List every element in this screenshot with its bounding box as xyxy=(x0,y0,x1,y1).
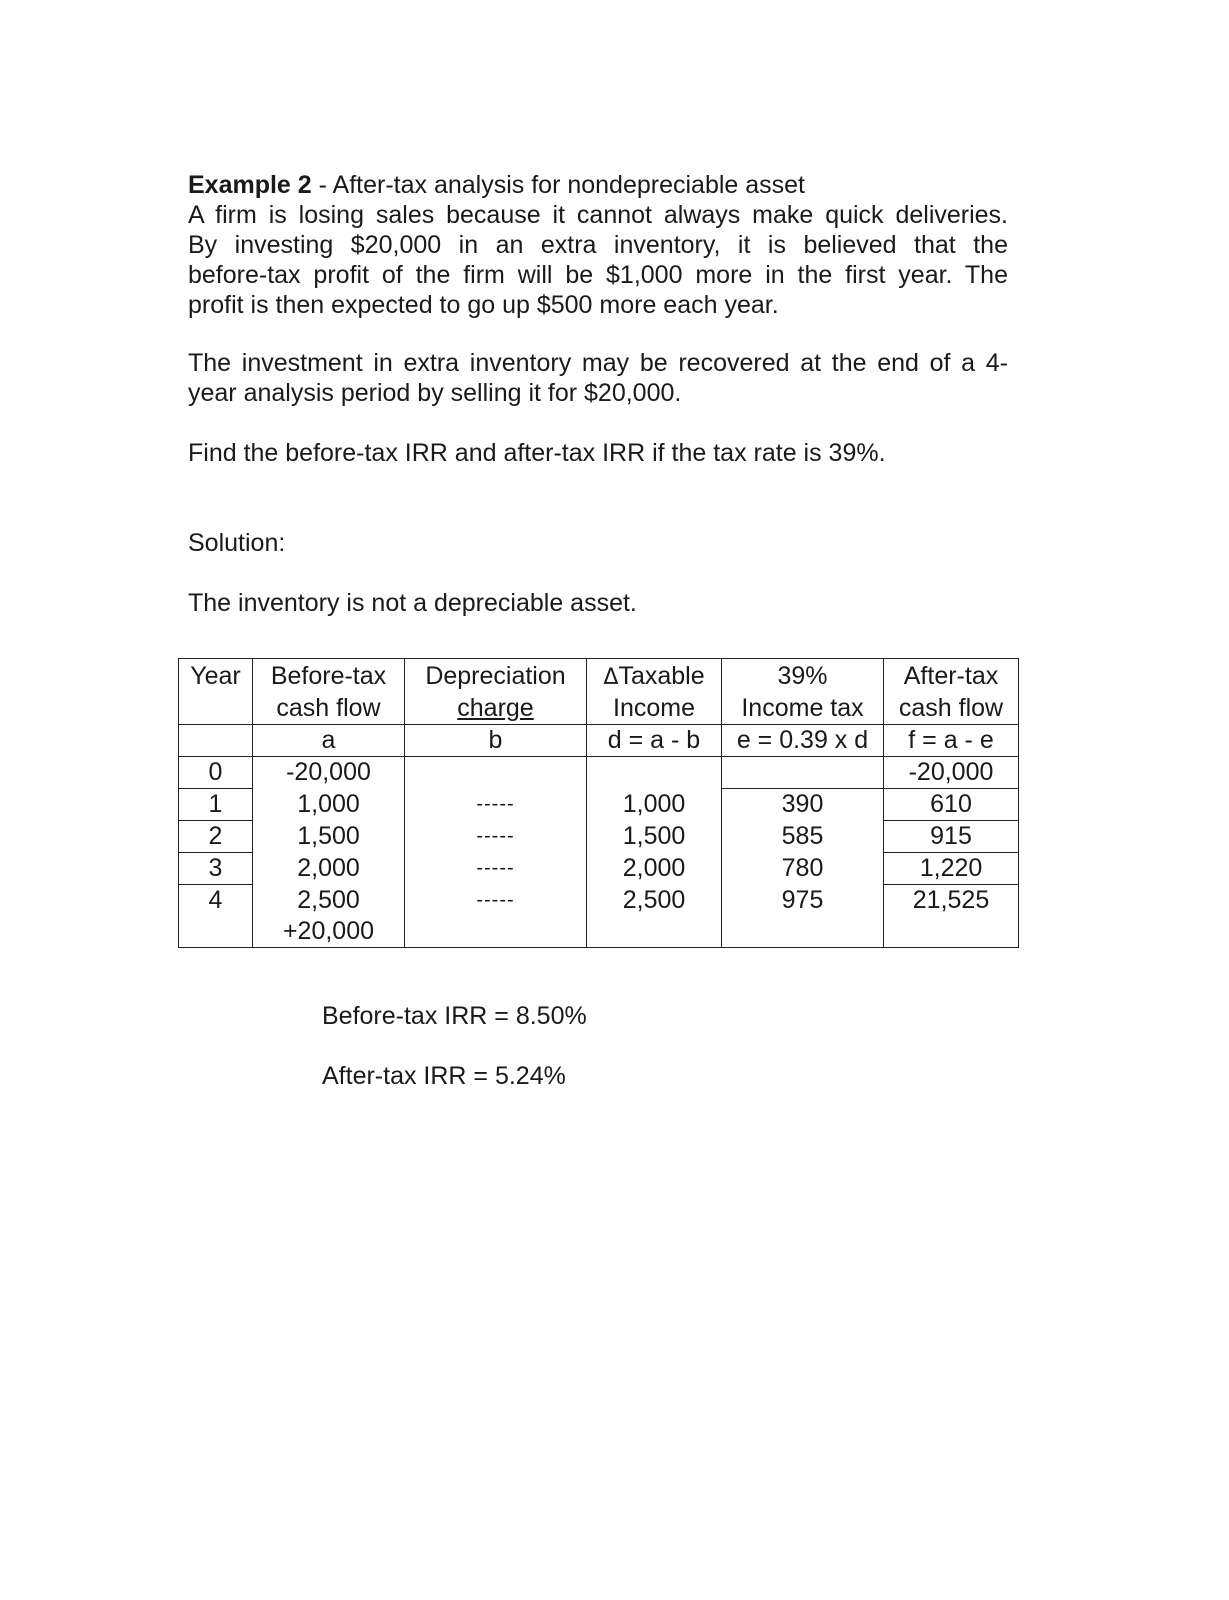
symbol-cell: d = a - b xyxy=(587,725,722,757)
taxable-cell: 2,000 xyxy=(587,853,722,885)
recovery-line: year analysis period by selling it for $20,000. xyxy=(188,379,682,407)
depreciation-cell: ----- xyxy=(405,885,587,948)
example-intro xyxy=(188,170,1008,320)
taxable-cell: 2,500 xyxy=(587,885,722,948)
before-tax-cell: 1,500 xyxy=(253,821,405,853)
depreciation-cell: ----- xyxy=(405,789,587,821)
col-before-tax-header-2: cash flow xyxy=(253,693,405,725)
symbol-row xyxy=(179,725,1019,757)
recovery-paragraph xyxy=(188,348,1008,408)
depreciation-note: The inventory is not a depreciable asset. xyxy=(188,589,637,617)
delta-symbol: Δ xyxy=(603,665,619,690)
taxable-cell: 1,000 xyxy=(587,789,722,821)
income-tax-cell: 390 xyxy=(722,789,884,821)
before-tax-irr: Before-tax IRR = 8.50% xyxy=(322,1002,587,1030)
col-after-tax-header-2: cash flow xyxy=(884,693,1019,725)
year-cell: 0 xyxy=(179,757,253,789)
col-after-tax-header: After-tax xyxy=(884,659,1019,694)
after-tax-cell: 610 xyxy=(884,789,1019,821)
depreciation-charge-label: charge xyxy=(457,694,534,722)
symbol-cell: a xyxy=(253,725,405,757)
before-tax-value: 2,500 xyxy=(297,885,360,914)
income-tax-cell xyxy=(722,757,884,789)
solution-label: Solution: xyxy=(188,529,286,557)
col-taxable-header xyxy=(587,659,722,694)
table-row xyxy=(179,821,1019,853)
depreciation-cell xyxy=(405,757,587,789)
before-tax-cell xyxy=(253,885,405,948)
col-year-header: Year xyxy=(179,659,253,694)
depreciation-cell: ----- xyxy=(405,821,587,853)
depreciation-cell: ----- xyxy=(405,853,587,885)
col-income-tax-header: 39% xyxy=(722,659,884,694)
col-taxable-header-2: Income xyxy=(587,693,722,725)
table-row xyxy=(179,757,1019,789)
table-row xyxy=(179,885,1019,948)
symbol-cell: b xyxy=(405,725,587,757)
body-line: before-tax profit of the firm will be $1,000 more in the first year. The xyxy=(188,261,1008,289)
after-tax-irr: After-tax IRR = 5.24% xyxy=(322,1062,566,1090)
after-tax-cell: -20,000 xyxy=(884,757,1019,789)
body-line: profit is then expected to go up $500 more each year. xyxy=(188,291,779,319)
table-header-row xyxy=(179,659,1019,694)
example-heading xyxy=(188,170,1008,200)
symbol-cell: e = 0.39 x d xyxy=(722,725,884,757)
year-cell: 1 xyxy=(179,789,253,821)
example-title: - After-tax analysis for nondepreciable asset xyxy=(318,171,806,199)
example-label: Example 2 xyxy=(188,171,312,199)
after-tax-cell: 21,525 xyxy=(884,885,1019,948)
symbol-cell xyxy=(179,725,253,757)
before-tax-cell: 1,000 xyxy=(253,789,405,821)
year-cell: 4 xyxy=(179,885,253,948)
year-cell: 2 xyxy=(179,821,253,853)
table-row xyxy=(179,853,1019,885)
after-tax-cell: 1,220 xyxy=(884,853,1019,885)
symbol-cell: f = a - e xyxy=(884,725,1019,757)
income-tax-cell: 975 xyxy=(722,885,884,948)
col-year-header-2 xyxy=(179,693,253,725)
taxable-cell xyxy=(587,757,722,789)
col-depreciation-header-2 xyxy=(405,693,587,725)
table-header-row xyxy=(179,693,1019,725)
income-tax-cell: 780 xyxy=(722,853,884,885)
before-tax-cell: 2,000 xyxy=(253,853,405,885)
col-depreciation-header: Depreciation xyxy=(405,659,587,694)
col-income-tax-header-2: Income tax xyxy=(722,693,884,725)
body-line: A firm is losing sales because it cannot always make quick deliveries. xyxy=(188,201,1008,229)
before-tax-cell: -20,000 xyxy=(253,757,405,789)
table-row xyxy=(179,789,1019,821)
body-line: By investing $20,000 in an extra inventory, it is believed that the xyxy=(188,231,1008,259)
cash-flow-table xyxy=(178,658,1019,948)
taxable-label: Taxable xyxy=(618,662,705,690)
col-before-tax-header: Before-tax xyxy=(253,659,405,694)
income-tax-cell: 585 xyxy=(722,821,884,853)
year-cell: 3 xyxy=(179,853,253,885)
after-tax-cell: 915 xyxy=(884,821,1019,853)
question: Find the before-tax IRR and after-tax IRR if the tax rate is 39%. xyxy=(188,439,886,467)
salvage-value: +20,000 xyxy=(282,916,375,945)
recovery-line: The investment in extra inventory may be recovered at the end of a 4- xyxy=(188,349,1008,377)
taxable-cell: 1,500 xyxy=(587,821,722,853)
